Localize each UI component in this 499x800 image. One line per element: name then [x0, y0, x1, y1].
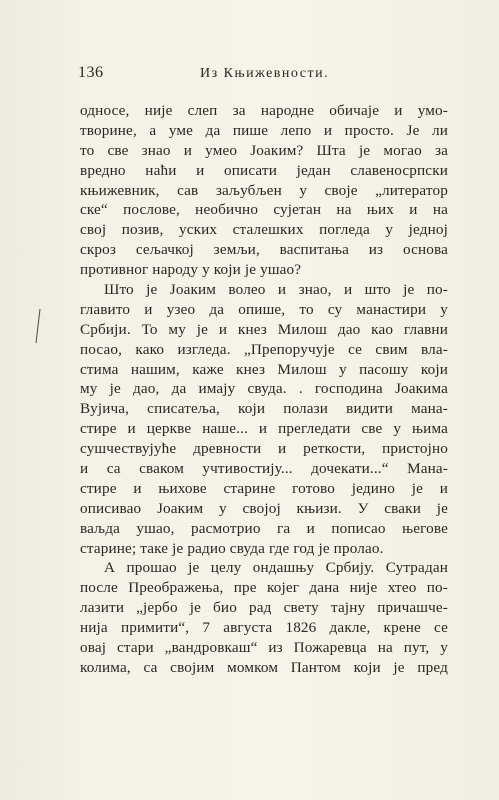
- text-line: колима, са својим момком Пантом који је пред: [80, 658, 448, 676]
- text-line: и са сваком учтивостију... дочекати...“ Мана-: [80, 460, 448, 478]
- text-line: посао, како изгледа. „Препоручује се свим вла-: [80, 340, 448, 358]
- text-line: књижевник, сав заљубљен у своје „литератор: [80, 181, 448, 199]
- text-line: Што је Јоаким волео и знао, и што је по-: [104, 281, 448, 299]
- text-line: творине, а уме да пише лепо и просто. Је ли: [80, 121, 448, 139]
- text-line: Србији. То му је и кнез Милош дао као главни: [80, 320, 448, 338]
- body-text: [80, 101, 448, 678]
- text-line: свој позив, уских сталешких погледа у једној: [80, 221, 448, 239]
- text-line: вредно наћи и описати један славеносрпски: [80, 161, 448, 179]
- text-line: Вујича, списатеља, који полази видити мана-: [80, 400, 448, 418]
- text-line: стире и њихове старине готово једино је и: [80, 479, 448, 497]
- text-line: нија примити“, 7 августа 1826 дакле, крене се: [80, 619, 448, 637]
- text-line: то све знао и умео Јоаким? Шта је могао за: [80, 141, 448, 159]
- text-line: стима нашим, каже кнез Милош у пасошу који: [80, 360, 448, 378]
- text-line: описивао Јоаким у својој књизи. У сваки је: [80, 499, 448, 517]
- margin-pencil-mark: [34, 308, 42, 344]
- text-line: лазити „јербо је био рад свету тајну причашче-: [80, 599, 448, 617]
- text-line: односе, није слеп за народне обичаје и умо-: [80, 102, 448, 119]
- text-line: му је дао, да имају свуда. . господина Јоакима: [80, 380, 448, 398]
- text-line: главито и узео да опише, то су манастири у: [80, 300, 448, 318]
- text-line: скроз сељачкој земљи, васпитања из основа: [80, 241, 448, 259]
- page-number: 136: [78, 64, 104, 81]
- text-line: после Преображења, пре којег дана није хтео по-: [80, 579, 448, 597]
- text-line: А прошао је целу ондашњу Србију. Сутрадан: [104, 559, 448, 577]
- text-line: старине; таке је радио свуда где год је пролао.: [80, 539, 384, 557]
- text-line: овај стари „вандровкаш“ из Пожаревца на пут, у: [80, 639, 448, 657]
- running-head: Из Књижевности.: [200, 66, 330, 81]
- text-line: противног народу у који је ушао?: [80, 261, 302, 279]
- text-line: стире и церкве наше... и прегледати све у њима: [80, 420, 448, 438]
- text-line: ваљда ушао, расмотрио га и пописао његове: [80, 519, 448, 537]
- text-line: сушчествујуће древности и реткости, пристојно: [80, 440, 448, 458]
- text-line: ске“ послове, необично сујетан на њих и на: [80, 201, 448, 219]
